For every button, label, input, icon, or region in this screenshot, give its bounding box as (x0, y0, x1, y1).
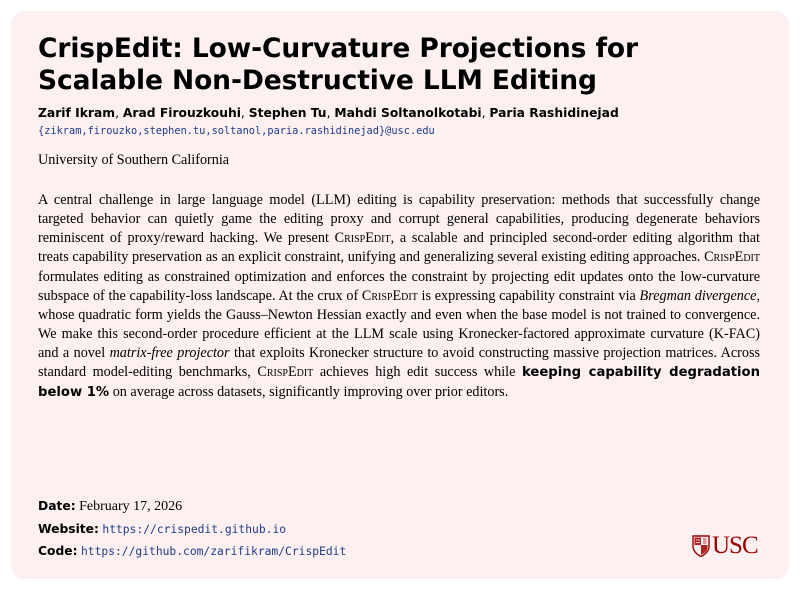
website-link[interactable]: https://crispedit.github.io (102, 522, 287, 536)
code-label: Code: (38, 544, 78, 558)
method-name: CrispEdit (361, 287, 418, 304)
date-value: February 17, 2026 (79, 499, 183, 514)
usc-seal-icon (692, 533, 710, 557)
paper-metadata (38, 495, 538, 563)
author-name: Stephen Tu (248, 106, 327, 120)
code-row (38, 540, 538, 563)
usc-wordmark: USC (712, 532, 758, 559)
method-name: CrispEdit (257, 364, 314, 381)
website-row (38, 518, 538, 541)
website-label: Website: (38, 521, 99, 536)
author-emails[interactable]: {zikram,firouzko,stephen.tu,soltanol,paria.rashidinejad}@usc.edu (38, 125, 435, 137)
emphasis: Bregman divergence (639, 287, 757, 304)
code-link[interactable]: https://github.com/zarifikram/CrispEdit (81, 545, 347, 558)
author-name: Paria Rashidinejad (489, 106, 619, 120)
date-row (38, 495, 538, 518)
usc-logo (692, 531, 764, 561)
key-result: keeping capability degradation below 1% (38, 365, 761, 400)
author-name: Zarif Ikram (38, 106, 116, 120)
method-name: CrispEdit (704, 249, 760, 266)
abstract: A central challenge in large language model (LLM) editing is capability preservation: methods that successfully change targeted behavior can quietly game the editing proxy and corrupt general capabilities, producing degenerate behaviors reminiscent of proxy/reward hacking. We present CrispEdit, a scalable and principled second-order editing algorithm that treats capability preservation as an explicit constraint, unifying and generalizing several existing editing approaches. CrispEdit formulates editing as constrained optimization and enforces the constraint by projecting edit updates onto the low-curvature subspace of the capability-loss landscape. At the crux of CrispEdit is expressing capability constraint via Bregman divergence, whose quadratic form yields the Gauss–Newton Hessian exactly and even when the base model is not trained to convergence. We make this second-order procedure efficient at the LLM scale using Kronecker-factored approximate curvature (K-FAC) and a novel matrix-free projector that exploits Kronecker structure to avoid constructing massive projection matrices. Across standard model-editing benchmarks, CrispEdit achieves high edit success while keeping capability degradation below 1% on average across datasets, significantly improving over prior editors. (38, 192, 761, 400)
affiliation: University of Southern California (38, 152, 230, 168)
date-label: Date: (38, 499, 76, 513)
author-name: Mahdi Soltanolkotabi (334, 106, 482, 120)
author-list: Zarif Ikram, Arad Firouzkouhi, Stephen Tu, Mahdi Soltanolkotabi, Paria Rashidinejad (38, 106, 619, 120)
method-name: CrispEdit (334, 230, 391, 247)
paper-title: CrispEdit: Low-Curvature Projections for Scalable Non-Destructive LLM Editing (38, 33, 638, 96)
author-name: Arad Firouzkouhi (122, 106, 241, 120)
emphasis: matrix-free projector (109, 345, 230, 362)
